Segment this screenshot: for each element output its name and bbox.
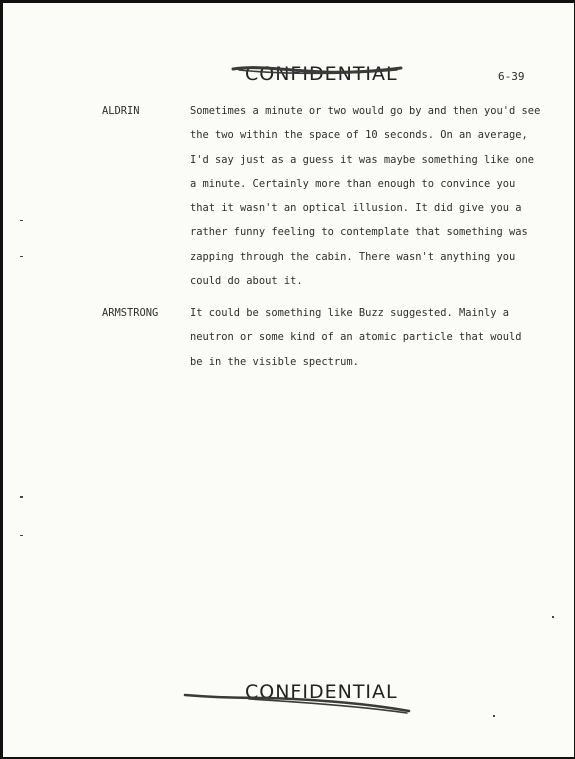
text-line: a minute. Certainly more than enough to convince you [190,177,516,190]
speaker-text [190,105,550,299]
text-line: Sometimes a minute or two would go by and then you'd see [190,105,541,117]
margin-mark [20,256,23,257]
text-line: rather funny feeling to contemplate that something was [190,226,528,239]
text-line: could do about it. [190,275,303,288]
confidential-stamp-bottom: CONFIDENTIAL [245,681,398,703]
text-line: neutron or some kind of an atomic particle that would [190,331,522,344]
margin-mark [20,220,23,221]
margin-mark [20,535,23,536]
text-line: the two within the space of 10 seconds. On an average, [190,129,528,142]
margin-mark [20,496,23,498]
speaker-text [190,307,550,380]
page-number: 6-39 [498,70,525,83]
speck-mark [552,616,554,618]
confidential-stamp-top: CONFIDENTIAL [245,63,398,85]
speck-mark [493,715,495,717]
text-line: It could be something like Buzz suggested. Mainly a [190,307,510,319]
text-line: that it wasn't an optical illusion. It did give you a [190,202,522,215]
text-line: be in the visible spectrum. [190,355,359,368]
text-line: I'd say just as a guess it was maybe something like one [190,153,535,166]
speaker-name: ALDRIN [102,105,140,117]
text-line: zapping through the cabin. There wasn't anything you [190,250,516,263]
speaker-name: ARMSTRONG [102,307,159,319]
